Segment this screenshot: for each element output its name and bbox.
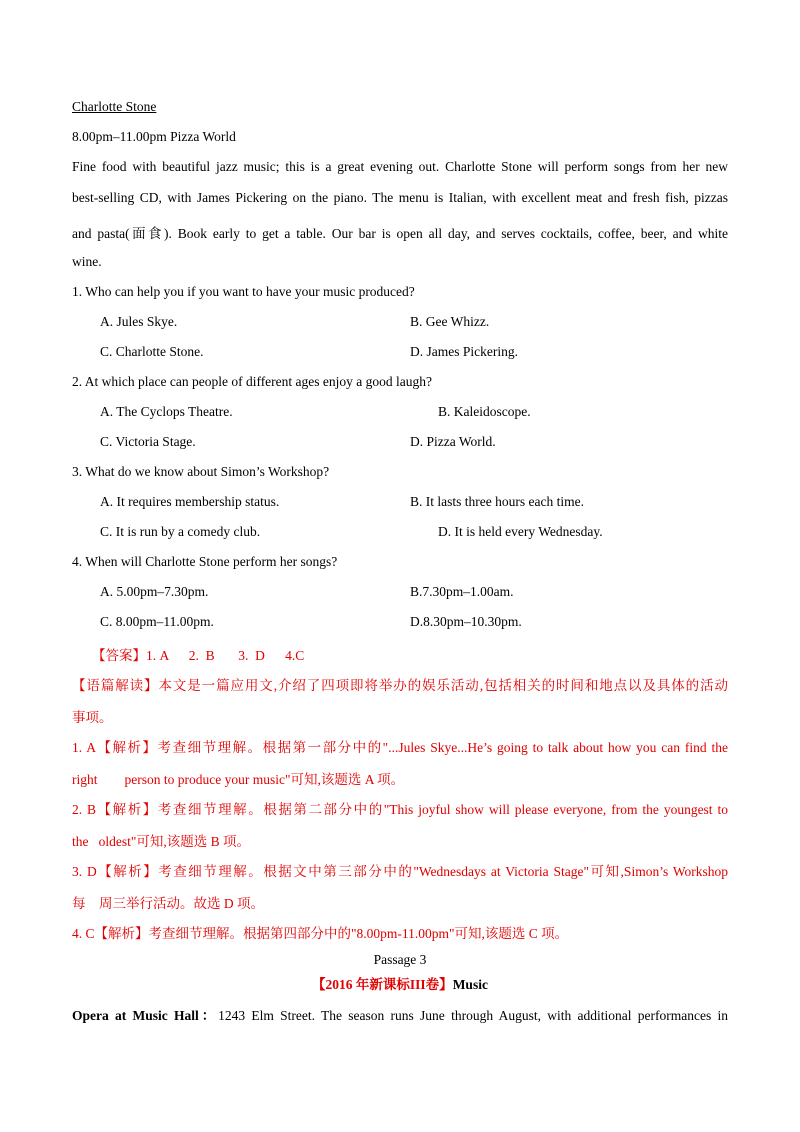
analysis-line: 4. C【解析】考查细节理解。根据第四部分中的"8.00pm-11.00pm"可知,该题选 C 项。	[72, 926, 569, 941]
event-desc-line: wine.	[72, 254, 102, 269]
answer-key: 【答案】1. A 2. B 3. D 4.C	[92, 648, 305, 663]
source-title: Music	[452, 977, 488, 992]
question-stem: 1. Who can help you if you want to have your music produced?	[72, 284, 415, 299]
option-c: C. It is run by a comedy club.	[100, 524, 261, 539]
option-c: C. Charlotte Stone.	[100, 344, 204, 359]
question-stem: 2. At which place can people of different ages enjoy a good laugh?	[72, 374, 432, 389]
question-stem: 4. When will Charlotte Stone perform her songs?	[72, 554, 338, 569]
option-b: B. Kaleidoscope.	[438, 404, 531, 419]
option-b: B. Gee Whizz.	[410, 314, 490, 329]
analysis-line: 1. A【解析】考查细节理解。根据第一部分中的"...Jules Skye...He’s going to talk about how you can find the	[72, 740, 728, 755]
opera-text: 1243 Elm Street. The season runs June through August, with additional performances in	[218, 1008, 728, 1023]
opera-label: Opera at Music Hall：	[72, 1008, 219, 1023]
passage-heading: Passage 3	[373, 952, 427, 967]
analysis-line: 3. D【解析】考查细节理解。根据文中第三部分中的"Wednesdays at Victoria Stage"可知,Simon’s Workshop	[72, 864, 728, 879]
question-stem: 3. What do we know about Simon’s Workshop?	[72, 464, 330, 479]
analysis-line: the oldest"可知,该题选 B 项。	[72, 834, 251, 849]
overview-line: 事项。	[72, 710, 113, 725]
source-heading	[0, 973, 800, 993]
option-c: C. 8.00pm–11.00pm.	[100, 614, 214, 629]
option-a: A. It requires membership status.	[100, 494, 280, 509]
event-title: Charlotte Stone	[72, 99, 157, 114]
option-d: D. James Pickering.	[410, 344, 518, 359]
opera-line	[72, 1004, 728, 1024]
option-d: D. Pizza World.	[410, 434, 496, 449]
event-time-place: 8.00pm–11.00pm Pizza World	[72, 129, 236, 144]
analysis-line: 2. B【解析】考查细节理解。根据第二部分中的"This joyful show will please everyone, from the youngest to	[72, 802, 728, 817]
option-b: B.7.30pm–1.00am.	[410, 584, 514, 599]
option-a: A. The Cyclops Theatre.	[100, 404, 233, 419]
option-b: B. It lasts three hours each time.	[410, 494, 584, 509]
source-tag: 【2016 年新课标III卷】	[312, 977, 453, 992]
event-desc-line: and pasta(面食). Book early to get a table. Our bar is open all day, and serves cocktails, coffee, beer, and white	[72, 226, 728, 241]
analysis-line: 每 周三举行活动。故选 D 项。	[72, 896, 264, 911]
event-desc-line: Fine food with beautiful jazz music; this is a great evening out. Charlotte Stone will perform songs from her new	[72, 159, 728, 174]
analysis-line: right person to produce your music"可知,该题选 A 项。	[72, 772, 405, 787]
overview-line: 【语篇解读】本文是一篇应用文,介绍了四项即将举办的娱乐活动,包括相关的时间和地点以及具体的活动	[72, 678, 728, 693]
event-desc-line: best-selling CD, with James Pickering on the piano. The menu is Italian, with excellent meat and fresh fish, pizzas	[72, 190, 728, 205]
option-a: A. 5.00pm–7.30pm.	[100, 584, 209, 599]
option-a: A. Jules Skye.	[100, 314, 178, 329]
option-d: D.8.30pm–10.30pm.	[410, 614, 522, 629]
option-d: D. It is held every Wednesday.	[438, 524, 603, 539]
option-c: C. Victoria Stage.	[100, 434, 196, 449]
